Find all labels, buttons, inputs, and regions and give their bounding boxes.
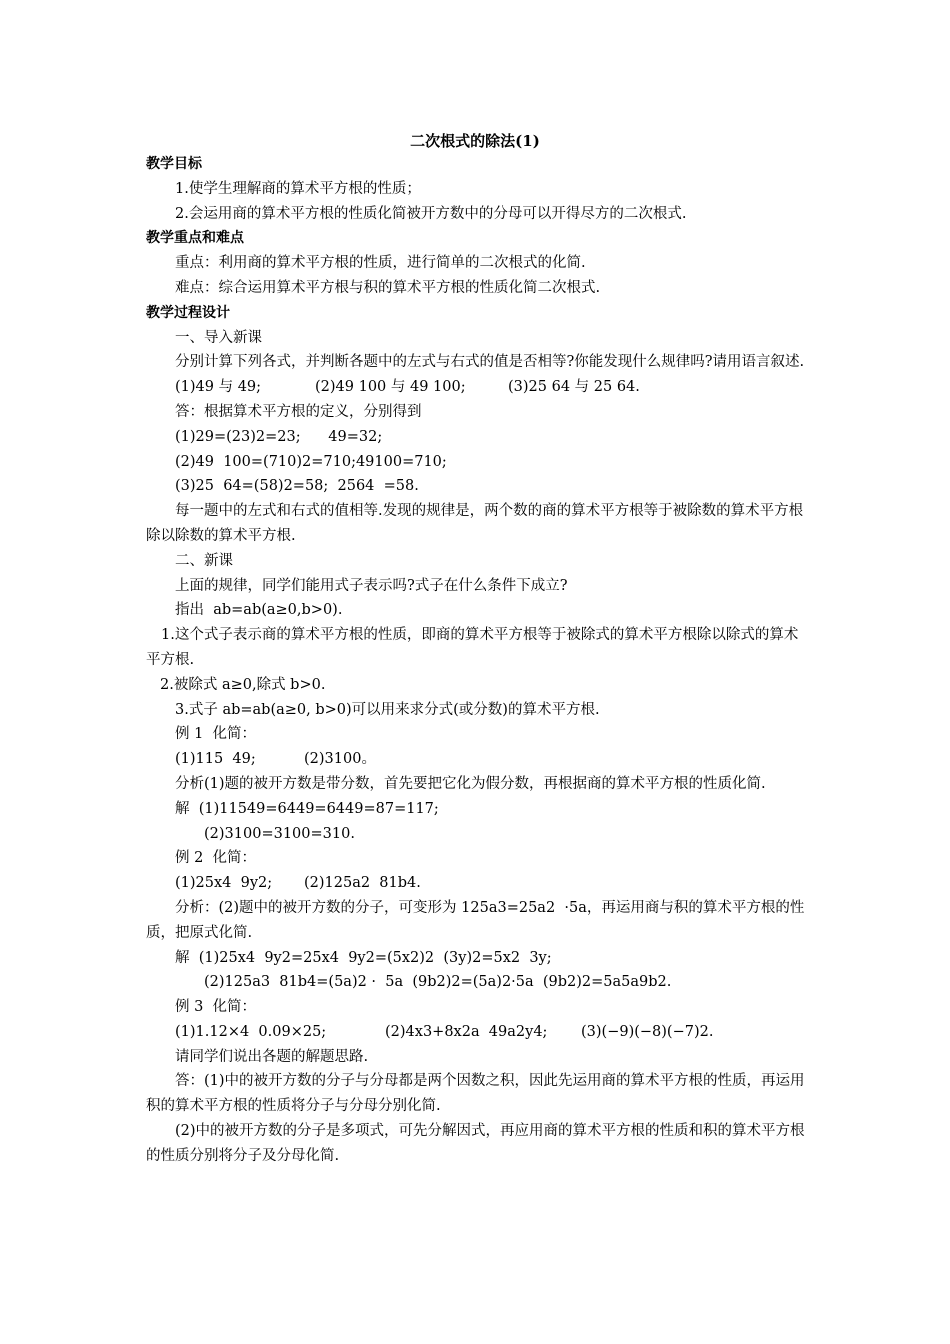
solution-line: 解 (1)25x4 9y2=25x4 9y2=(5x2)2 (3y)2=5x2 3y; (175, 949, 552, 966)
difficult-point: 难点：综合运用算术平方根与积的算术平方根的性质化简二次根式. (175, 279, 601, 296)
example-question-row (146, 871, 810, 896)
answer-line: (3)25 64=(58)2=58; 2564 =58. (175, 478, 419, 495)
example-question: (1)1.12×4 0.09×25; (175, 1023, 327, 1040)
example-question: (2)125a2 81b4. (304, 875, 421, 892)
paragraph: 每一题中的左式和右式的值相等.发现的规律是，两个数的商的算术平方根等于被除数的算术平方根除以除数的算术平方根. (146, 503, 804, 544)
paragraph: 请同学们说出各题的解题思路. (175, 1048, 369, 1065)
note-item: 3.式子 ab=ab(a≥0, b>0)可以用来求分式(或分数)的算术平方根. (175, 701, 600, 718)
analysis-paragraph: 分析(1)题的被开方数是带分数，首先要把它化为假分数，再根据商的算术平方根的性质化简. (175, 775, 766, 792)
section-heading-goals: 教学目标 (146, 156, 202, 172)
solution-line: (2)3100=3100=310. (204, 825, 355, 842)
example-question: (2)3100。 (304, 751, 376, 768)
key-point: 重点：利用商的算术平方根的性质，进行简单的二次根式的化简. (175, 255, 586, 272)
answer-line: (1)29=(23)2=23; 49=32; (175, 428, 383, 445)
goal-item: 1.使学生理解商的算术平方根的性质； (175, 180, 421, 197)
example-question: (2)4x3+8x2a 49a2y4; (385, 1023, 548, 1040)
solution-line: (2)125a3 81b4=(5a)2 · 5a (9b2)2=(5a)2·5a (9b2)2=5a5a9b2. (204, 974, 672, 991)
example-heading: 例 1 化简： (175, 726, 257, 743)
question-row (146, 375, 810, 400)
solution-line: 解 (1)11549=6449=6449=87=117; (175, 800, 439, 817)
section-heading-key-points: 教学重点和难点 (146, 230, 244, 247)
formula-line: 指出 ab=ab(a≥0,b>0). (175, 602, 343, 619)
answer-paragraph: (2)中的被开方数的分子是多项式，可先分解因式，再应用商的算术平方根的性质和积的算术平方根的性质分别将分子及分母化简. (146, 1123, 805, 1164)
question-item: (3)25 64 与 25 64. (508, 379, 640, 396)
analysis-paragraph: 分析：(2)题中的被开方数的分子，可变形为 125a3=25a2 ·5a，再运用商与积的算术平方根的性质，把原式化简. (146, 899, 805, 941)
answer-heading: 答：根据算术平方根的定义，分别得到 (175, 403, 422, 420)
example-question: (1)25x4 9y2; (175, 875, 273, 892)
subsection-heading: 二、新课 (175, 552, 233, 569)
subsection-heading: 一、导入新课 (175, 329, 262, 346)
goal-item: 2.会运用商的算术平方根的性质化简被开方数中的分母可以开得尽方的二次根式. (175, 205, 687, 222)
paragraph: 分别计算下列各式，并判断各题中的左式与右式的值是否相等?你能发现什么规律吗?请用语言叙述. (175, 354, 805, 371)
example-question: (1)115 49; (175, 751, 256, 768)
answer-line: (2)49 100=(710)2=710;49100=710; (175, 453, 447, 470)
example-question-row (146, 747, 810, 772)
note-item: 1.这个式子表示商的算术平方根的性质，即商的算术平方根等于被除式的算术平方根除以除式的算术平方根. (146, 627, 799, 668)
paragraph: 上面的规律，同学们能用式子表示吗?式子在什么条件下成立? (175, 577, 568, 594)
question-item: (1)49 与 49; (175, 379, 262, 396)
section-heading-process: 教学过程设计 (146, 304, 230, 321)
document-title: 二次根式的除法(1) (410, 132, 540, 150)
note-item: 2.被除式 a≥0,除式 b>0. (160, 676, 326, 693)
example-question: (3)(−9)(−8)(−7)2. (581, 1023, 714, 1040)
example-heading: 例 2 化简： (175, 850, 257, 867)
answer-paragraph: 答：(1)中的被开方数的分子与分母都是两个因数之积，因此先运用商的算术平方根的性质，再运用积的算术平方根的性质将分子与分母分别化简. (146, 1073, 805, 1115)
example-question-row (146, 1020, 810, 1045)
document-body (146, 152, 810, 1169)
question-item: (2)49 100 与 49 100; (315, 379, 466, 396)
example-heading: 例 3 化简： (175, 999, 257, 1016)
